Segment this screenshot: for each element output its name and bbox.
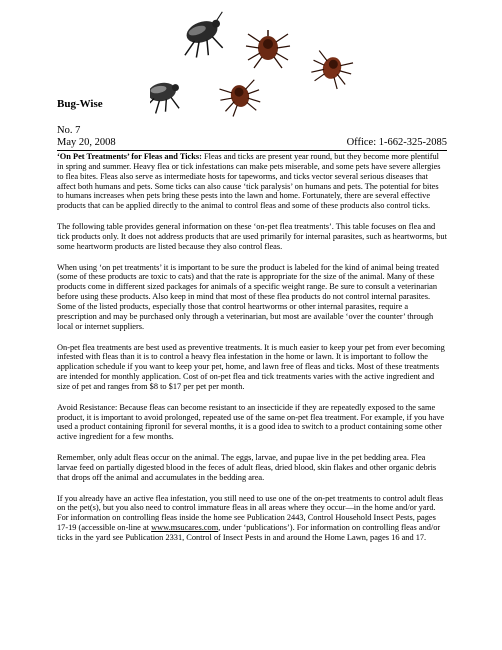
paragraph-resistance: Avoid Resistance: Because fleas can become resistant to an insecticide if they are repeatedly exposed to the same product, it is important to avoid prolonged, repeated use of the same on-pet flea treatment. For example, if you have used a product containing fipronil for several months, it is a good idea to switch to a product containing some other active ingredient for a few months. xyxy=(57,402,445,442)
paragraph-life-stages: Remember, only adult fleas occur on the animal. The eggs, larvae, and pupae live in the pet bedding area. Flea larvae feed on partially digested blood in the feces of adult fleas, dried blood, skin flakes and other organic debris that drops off the animal and accumulates in the bedding area. xyxy=(57,453,437,482)
paragraph-intro-text: Fleas and ticks are present year round, but they become more plentiful in spring and summer. Heavy flea or tick infestations can make pets miserable, and some pets have severe allergies to flea bites. Fleas also serve as intermediate hosts for tapeworms, and ticks vector several serious diseases that affect both humans and pets. Some ticks can also cause ‘tick paralysis’ on humans and pets. The potential for bites to humans increases when pets bring these pests into the lawn and home. Fortunately, there are several effective products that can be applied directly to the animal to control fleas and some of these products also control ticks. xyxy=(57,152,441,211)
tick-icon xyxy=(307,50,355,92)
paragraph-infestation-text-b: , under ‘publications’). For information on controlling fleas and/or ticks in the yard see Publication 2331, Control of Insect Pests in and around the Home Lawn, pages 16 and 17. xyxy=(57,523,441,542)
paragraph-table-info: The following table provides general information on these ‘on-pet flea treatments’. This table focuses on flea and tick products only. It does not address products that are used primarily for internal parasites, such as heartworms, but some heartworm products are listed because they also control fleas. xyxy=(57,222,447,251)
paragraph-infestation xyxy=(57,494,447,543)
tick-icon xyxy=(246,30,290,68)
header-divider xyxy=(57,150,447,151)
article-lead-title: ‘On Pet Treatments’ for Fleas and Ticks: xyxy=(57,152,202,161)
msucares-link[interactable]: www.msucares.com xyxy=(151,523,219,533)
article-body xyxy=(57,152,447,554)
paragraph-prevention: On-pet flea treatments are best used as preventive treatments. It is much easier to keep your pet from ever becoming infested with fleas than it is to control a heavy flea infestation in the home or lawn. It is important to follow the application schedule if you want to keep your pet, home, and lawn free of fleas and ticks. Most of these treatments are intended for monthly application. Cost of on-pet flea and tick treatments varies with the active ingredient and size of pet and ranges from $8 to $17 per pet per month. xyxy=(57,342,445,391)
newsletter-title: Bug-Wise xyxy=(57,98,103,110)
office-phone: Office: 1-662-325-2085 xyxy=(346,137,447,148)
paragraph-intro xyxy=(57,152,447,211)
issue-number: No. 7 xyxy=(57,125,81,136)
flea-icon xyxy=(175,12,234,63)
dateline xyxy=(57,137,447,149)
issue-date: May 20, 2008 xyxy=(57,137,116,148)
masthead xyxy=(57,98,447,151)
paragraph-infestation-text-a: If you already have an active flea infestation, you still need to use one of the on-pet treatments to control adult fleas on the pet(s), but you also need to control immature fleas in all areas where they occur—in the home and/or yard. For information on controlling fleas inside the home see Publication 2443, Control Household Insect Pests, pages 17-19 (accessible on-line at xyxy=(57,493,443,533)
paragraph-usage: When using ‘on pet treatments’ it is important to be sure the product is labeled for the kind of animal being treated (some of these products are toxic to cats) and that the rate is appropriate for the size of the animal. Many of these products come in different sized packages for animals of a specific weight range. Be sure to consult a veterinarian before using these products. Also keep in mind that most of these flea products do not control internal parasites. Some of the listed products, especially those that control heartworms or other internal parasites, require a prescription and may be purchased only through a veterinarian, but most are available ‘over the counter’ through local or internet suppliers. xyxy=(57,262,439,331)
